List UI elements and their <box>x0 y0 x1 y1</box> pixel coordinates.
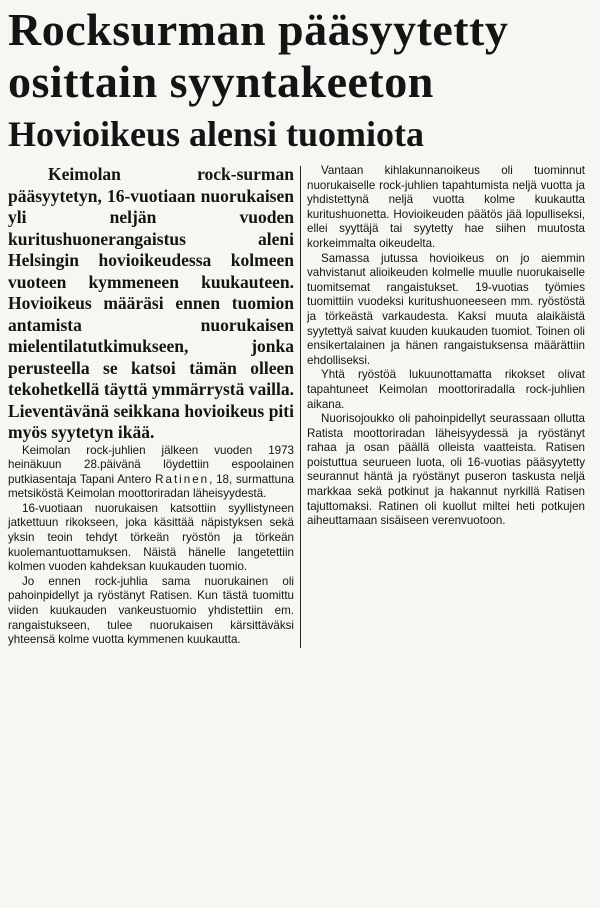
body-paragraph-1 <box>8 444 294 502</box>
p1-text-start: Keimolan rock-juhlien jälkeen vuoden 1973 heinäkuun 28.päivänä löydettiin espoolainen putkiasentaja Tapani Antero <box>8 443 294 486</box>
article-columns <box>8 164 592 648</box>
headline-line-2: osittain syyntakeeton <box>8 56 434 107</box>
body-paragraph-3: Jo ennen rock-juhlia sama nuorukainen oli pahoinpidellyt ja ryöstänyt Ratisen. Kun tästä tuomittu viiden kuukauden vankeustuomio yhdistettiin em. rangaistukseen, tulee nuorukaisen kärsittäväksi yhteensä kolme vuotta kymmenen kuukautta. <box>8 574 294 647</box>
left-column <box>8 164 300 648</box>
body-paragraph-4: Vantaan kihlakunnanoikeus oli tuominnut nuorukaiselle rock-juhlien tapahtumista neljä vuotta ja yhdistettynä neljä vuotta kolme kuukautta kuritushuonetta. Hovioikeuden päätös jää lopulliseksi, ellei syyttäjä tai syytetty hae siihen muutosta korkeimmalta oikeudelta. <box>307 164 585 250</box>
lead-paragraph: Keimolan rock-surman pääsyytetyn, 16-vuotiaan nuorukaisen yli neljän vuoden kuritushuonerangaistus aleni Helsingin hovioikeudessa kolmeen vuoteen kymmeneen kuukauteen. Hovioikeus määräsi ennen tuomion antamista nuorukaisen mielentilatutkimukseen, jonka perusteella se katsoi tämän olleen tekohetkellä täyttä ymmärrystä vailla. Lieventävänä seikkana hovioikeus piti myös syytetyn ikää. <box>8 164 294 442</box>
victim-name: Ratinen <box>155 472 210 486</box>
body-paragraph-5: Samassa jutussa hovioikeus on jo aiemmin vahvistanut alioikeuden kolmelle muulle nuorukaiselle tuomitsemat rangaistukset. 19-vuotias työmies tuomittiin vuodeksi kuritushuoneeseen mm. ryöstöstä ja törkeästä varkaudesta. Kaksi muuta alaikäistä syytettyä saivat kuuden kuukauden tuomiot. Toinen oli ensikertalainen ja hänen rangaistuksensa määrättiin ehdolliseksi. <box>307 251 585 367</box>
subheadline: Hovioikeus alensi tuomiota <box>8 114 425 154</box>
headline <box>8 4 592 108</box>
body-paragraph-6: Yhtä ryöstöä lukuunottamatta rikokset olivat tapahtuneet Keimolan moottoriradalla rock-juhlien aikana. <box>307 368 585 411</box>
p1-text-end: , 18, surmattuna metsiköstä Keimolan moottoriradan läheisyydestä. <box>8 472 294 501</box>
headline-line-1: Rocksurman pääsyytetty <box>8 4 509 55</box>
body-paragraph-7: Nuorisojoukko oli pahoinpidellyt seurassaan ollutta Ratista moottoriradan läheisyydessä ja ryöstänyt rahaa ja osan päällä olleista vaatteista. Ratisen poistuttua seurueen luota, oli 16-vuotias pääsyytetty seurannut häntä ja ryöstänyt puseron taskusta neljä markkaa sekä potkinut ja hakannut nyrkillä Ratisen tajuttomaksi. Ratinen oli kuollut miltei heti potkujen aiheuttamaan sisäiseen verenvuotoon. <box>307 412 585 528</box>
right-column <box>301 164 585 648</box>
body-paragraph-2: 16-vuotiaan nuorukaisen katsottiin syyllistyneen jatkettuun rikokseen, joka käsittää näpistyksen sekä yksin teoin tehdyt törkeän ryöstön ja törkeän kuolemantuottamuksen. Näistä hänelle langetettiin kolmen vuoden kahdeksan kuukauden tuomio. <box>8 501 294 574</box>
